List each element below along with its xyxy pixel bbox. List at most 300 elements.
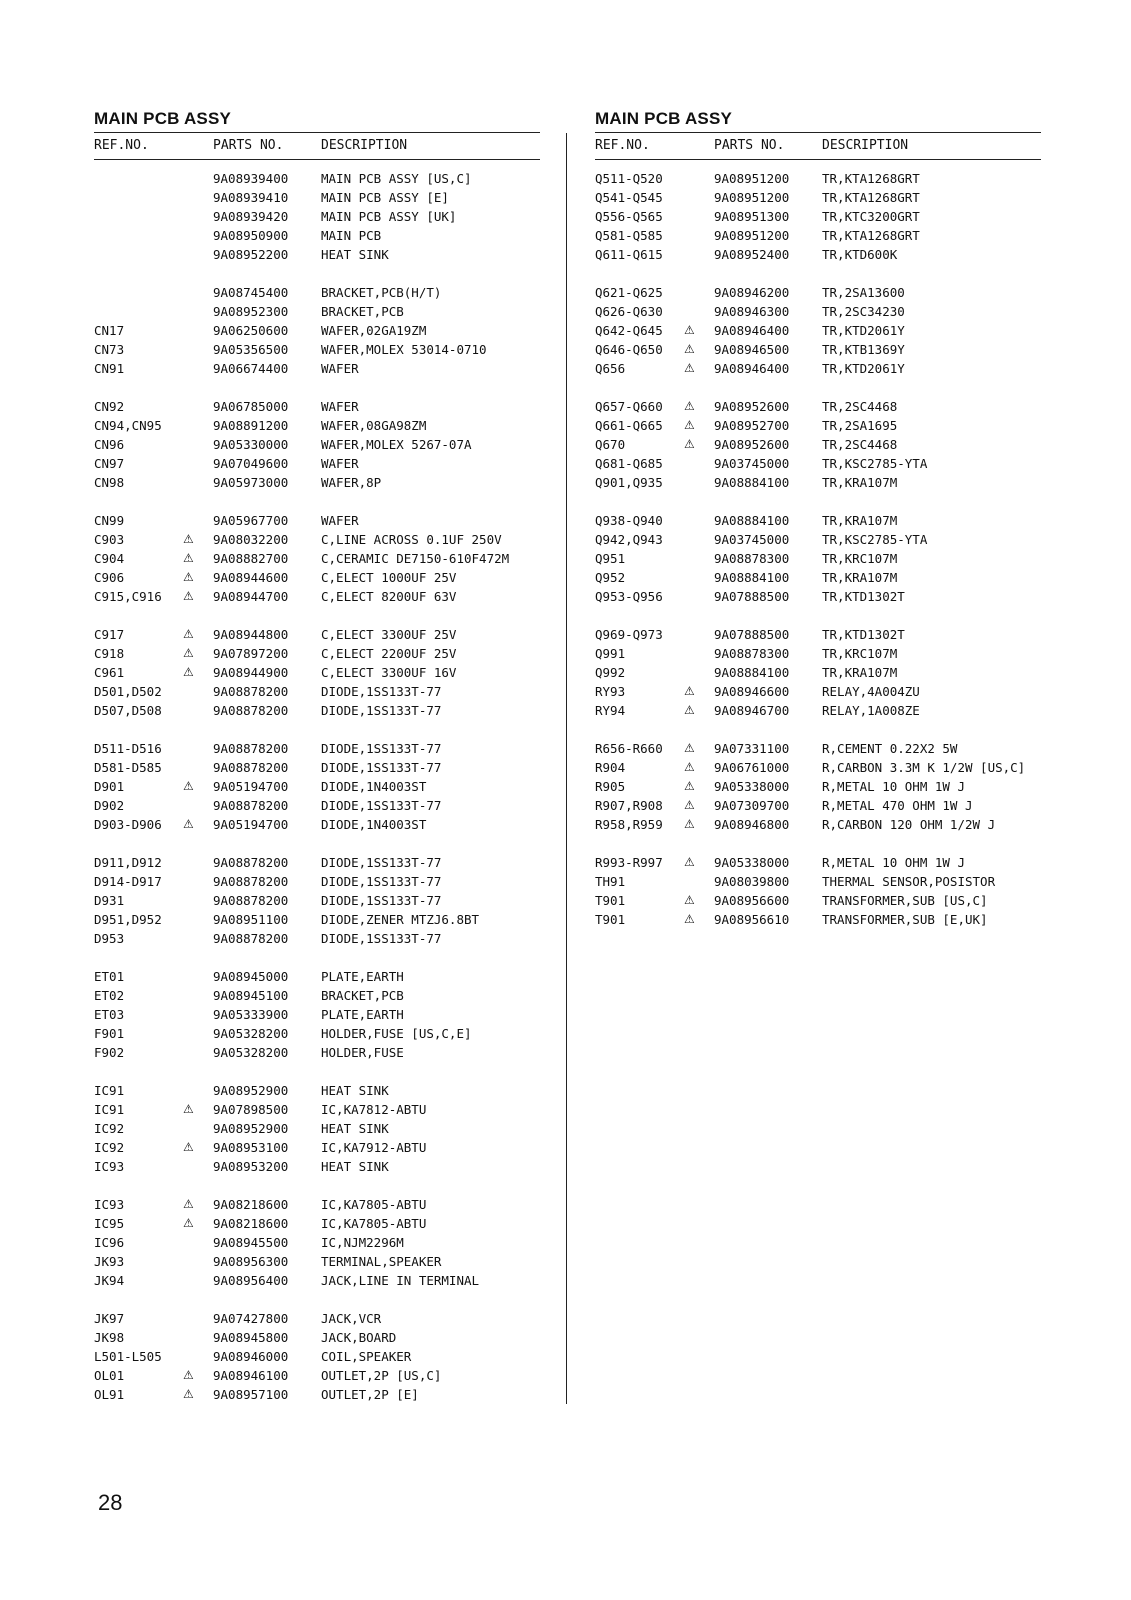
ref-no: Q642-Q645 — [595, 323, 663, 338]
description: TR,2SA13600 — [822, 285, 905, 300]
safety-warning-icon: ⚠ — [684, 741, 695, 755]
parts-no: 9A08945500 — [213, 1235, 289, 1250]
part-row — [94, 986, 540, 1005]
ref-no: RY93 — [595, 684, 626, 699]
group-spacer — [595, 264, 1041, 283]
part-row — [595, 644, 1041, 663]
safety-warning-icon: ⚠ — [684, 893, 695, 907]
parts-no: 9A08946600 — [714, 684, 790, 699]
part-row — [595, 853, 1041, 872]
description: HEAT SINK — [321, 247, 389, 262]
parts-no: 9A08878200 — [213, 760, 289, 775]
description: WAFER — [321, 399, 359, 414]
ref-no: JK93 — [94, 1254, 125, 1269]
part-row — [595, 530, 1041, 549]
part-row — [595, 340, 1041, 359]
safety-warning-icon: ⚠ — [684, 779, 695, 793]
description: DIODE,1N4003ST — [321, 779, 427, 794]
parts-no: 9A08952300 — [213, 304, 289, 319]
header-parts-no: PARTS NO. — [213, 138, 284, 153]
ref-no: IC93 — [94, 1197, 125, 1212]
description: TR,KSC2785-YTA — [822, 456, 928, 471]
description: TR,KRC107M — [822, 646, 898, 661]
description: WAFER — [321, 456, 359, 471]
part-row — [595, 207, 1041, 226]
part-row — [94, 739, 540, 758]
ref-no: IC92 — [94, 1140, 125, 1155]
description: C,LINE ACROSS 0.1UF 250V — [321, 532, 502, 547]
ref-no: C904 — [94, 551, 125, 566]
parts-no: 9A06785000 — [213, 399, 289, 414]
parts-no: 9A08946100 — [213, 1368, 289, 1383]
description: DIODE,1SS133T-77 — [321, 874, 442, 889]
ref-no: R905 — [595, 779, 626, 794]
parts-no: 9A03745000 — [714, 532, 790, 547]
parts-no: 9A08745400 — [213, 285, 289, 300]
parts-no: 9A05330000 — [213, 437, 289, 452]
header-ref-no: REF.NO. — [94, 138, 149, 153]
part-row — [94, 207, 540, 226]
parts-no: 9A05328200 — [213, 1045, 289, 1060]
part-row — [94, 587, 540, 606]
part-row — [94, 1385, 540, 1404]
description: MAIN PCB ASSY [US,C] — [321, 171, 472, 186]
ref-no: C903 — [94, 532, 125, 547]
part-row — [94, 815, 540, 834]
parts-no: 9A08946400 — [714, 361, 790, 376]
parts-no: 9A08882700 — [213, 551, 289, 566]
part-row — [595, 283, 1041, 302]
description: TR,2SA1695 — [822, 418, 898, 433]
description: BRACKET,PCB(H/T) — [321, 285, 442, 300]
ref-no: Q626-Q630 — [595, 304, 663, 319]
ref-no: Q541-Q545 — [595, 190, 663, 205]
ref-no: R958,R959 — [595, 817, 663, 832]
ref-no: Q969-Q973 — [595, 627, 663, 642]
parts-no: 9A08939420 — [213, 209, 289, 224]
parts-no: 9A06761000 — [714, 760, 790, 775]
parts-no: 9A05333900 — [213, 1007, 289, 1022]
parts-no: 9A05194700 — [213, 817, 289, 832]
part-row — [94, 663, 540, 682]
description: HEAT SINK — [321, 1159, 389, 1174]
description: IC,KA7812-ABTU — [321, 1102, 427, 1117]
parts-no: 9A08891200 — [213, 418, 289, 433]
parts-no: 9A08952600 — [714, 437, 790, 452]
description: PLATE,EARTH — [321, 969, 404, 984]
parts-no: 9A08878200 — [213, 893, 289, 908]
parts-no: 9A08957100 — [213, 1387, 289, 1402]
part-row — [595, 891, 1041, 910]
ref-no: JK97 — [94, 1311, 125, 1326]
group-spacer — [595, 834, 1041, 853]
parts-no: 9A08945800 — [213, 1330, 289, 1345]
part-row — [94, 1081, 540, 1100]
part-row — [595, 397, 1041, 416]
parts-no: 9A08884100 — [714, 570, 790, 585]
part-row — [94, 188, 540, 207]
part-row — [94, 1328, 540, 1347]
description: C,ELECT 2200UF 25V — [321, 646, 457, 661]
description: R,CARBON 3.3M K 1/2W [US,C] — [822, 760, 1026, 775]
safety-warning-icon: ⚠ — [684, 437, 695, 451]
description: TR,2SC34230 — [822, 304, 905, 319]
part-row — [595, 549, 1041, 568]
description: WAFER,08GA98ZM — [321, 418, 427, 433]
parts-no: 9A08952900 — [213, 1121, 289, 1136]
ref-no: Q556-Q565 — [595, 209, 663, 224]
ref-no: IC93 — [94, 1159, 125, 1174]
description: WAFER — [321, 513, 359, 528]
part-row — [595, 568, 1041, 587]
part-row — [595, 245, 1041, 264]
description: COIL,SPEAKER — [321, 1349, 412, 1364]
parts-no: 9A08884100 — [714, 513, 790, 528]
parts-no: 9A07898500 — [213, 1102, 289, 1117]
description: TR,KTA1268GRT — [822, 228, 920, 243]
parts-no: 9A08956400 — [213, 1273, 289, 1288]
ref-no: CN98 — [94, 475, 125, 490]
part-row — [94, 1214, 540, 1233]
description: TR,KRA107M — [822, 475, 898, 490]
parts-list-right — [595, 106, 1041, 929]
description: DIODE,ZENER MTZJ6.8BT — [321, 912, 480, 927]
safety-warning-icon: ⚠ — [183, 1216, 194, 1230]
parts-rows — [595, 169, 1041, 929]
description: TRANSFORMER,SUB [US,C] — [822, 893, 988, 908]
description: TR,KTD600K — [822, 247, 898, 262]
part-row — [94, 568, 540, 587]
ref-no: Q992 — [595, 665, 626, 680]
part-row — [94, 891, 540, 910]
parts-no: 9A08939400 — [213, 171, 289, 186]
ref-no: ET03 — [94, 1007, 125, 1022]
parts-rows — [94, 169, 540, 1404]
description: DIODE,1SS133T-77 — [321, 684, 442, 699]
description: WAFER,8P — [321, 475, 382, 490]
ref-no: ET02 — [94, 988, 125, 1003]
description: DIODE,1SS133T-77 — [321, 741, 442, 756]
description: DIODE,1SS133T-77 — [321, 760, 442, 775]
part-row — [94, 1233, 540, 1252]
ref-no: ET01 — [94, 969, 125, 984]
column-header-row — [595, 132, 1041, 160]
group-spacer — [94, 378, 540, 397]
part-row — [94, 758, 540, 777]
part-row — [595, 625, 1041, 644]
parts-no: 9A08946700 — [714, 703, 790, 718]
parts-no: 9A08944600 — [213, 570, 289, 585]
part-row — [94, 511, 540, 530]
ref-no: IC95 — [94, 1216, 125, 1231]
ref-no: CN99 — [94, 513, 125, 528]
ref-no: Q656 — [595, 361, 626, 376]
safety-warning-icon: ⚠ — [183, 1387, 194, 1401]
ref-no: Q581-Q585 — [595, 228, 663, 243]
description: C,ELECT 3300UF 16V — [321, 665, 457, 680]
part-row — [94, 910, 540, 929]
parts-no: 9A08039800 — [714, 874, 790, 889]
safety-warning-icon: ⚠ — [684, 361, 695, 375]
part-row — [94, 283, 540, 302]
ref-no: L501-L505 — [94, 1349, 162, 1364]
description: MAIN PCB ASSY [E] — [321, 190, 449, 205]
parts-no: 9A07888500 — [714, 627, 790, 642]
description: JACK,VCR — [321, 1311, 382, 1326]
ref-no: Q646-Q650 — [595, 342, 663, 357]
part-row — [94, 682, 540, 701]
header-description: DESCRIPTION — [321, 138, 408, 153]
parts-no: 9A08878200 — [213, 855, 289, 870]
ref-no: F902 — [94, 1045, 125, 1060]
safety-warning-icon: ⚠ — [684, 912, 695, 926]
safety-warning-icon: ⚠ — [684, 817, 695, 831]
ref-no: D914-D917 — [94, 874, 162, 889]
parts-no: 9A05328200 — [213, 1026, 289, 1041]
description: TERMINAL,SPEAKER — [321, 1254, 442, 1269]
part-row — [595, 511, 1041, 530]
column-divider — [566, 133, 567, 1404]
ref-no: D581-D585 — [94, 760, 162, 775]
description: C,ELECT 8200UF 63V — [321, 589, 457, 604]
description: TR,KRC107M — [822, 551, 898, 566]
parts-no: 9A07049600 — [213, 456, 289, 471]
description: BRACKET,PCB — [321, 988, 404, 1003]
description: WAFER,02GA19ZM — [321, 323, 427, 338]
part-row — [595, 188, 1041, 207]
ref-no: Q611-Q615 — [595, 247, 663, 262]
part-row — [94, 625, 540, 644]
parts-no: 9A08946200 — [714, 285, 790, 300]
safety-warning-icon: ⚠ — [183, 1140, 194, 1154]
ref-no: C917 — [94, 627, 125, 642]
part-row — [595, 454, 1041, 473]
ref-no: CN92 — [94, 399, 125, 414]
description: TR,KTD1302T — [822, 627, 905, 642]
description: JACK,LINE IN TERMINAL — [321, 1273, 480, 1288]
parts-no: 9A05194700 — [213, 779, 289, 794]
part-row — [94, 1005, 540, 1024]
part-row — [595, 796, 1041, 815]
part-row — [94, 1043, 540, 1062]
description: PLATE,EARTH — [321, 1007, 404, 1022]
description: HEAT SINK — [321, 1083, 389, 1098]
description: DIODE,1SS133T-77 — [321, 931, 442, 946]
ref-no: TH91 — [595, 874, 626, 889]
parts-no: 9A08878200 — [213, 798, 289, 813]
parts-no: 9A08952400 — [714, 247, 790, 262]
ref-no: D507,D508 — [94, 703, 162, 718]
ref-no: D903-D906 — [94, 817, 162, 832]
description: IC,NJM2296M — [321, 1235, 404, 1250]
description: TR,KTD1302T — [822, 589, 905, 604]
part-row — [94, 1366, 540, 1385]
description: DIODE,1SS133T-77 — [321, 893, 442, 908]
safety-warning-icon: ⚠ — [183, 551, 194, 565]
part-row — [595, 872, 1041, 891]
parts-no: 9A08951200 — [714, 228, 790, 243]
ref-no: CN94,CN95 — [94, 418, 162, 433]
part-row — [94, 397, 540, 416]
ref-no: C961 — [94, 665, 125, 680]
parts-no: 9A08878300 — [714, 646, 790, 661]
ref-no: IC92 — [94, 1121, 125, 1136]
group-spacer — [94, 606, 540, 625]
part-row — [94, 226, 540, 245]
ref-no: C918 — [94, 646, 125, 661]
part-row — [595, 321, 1041, 340]
part-row — [595, 739, 1041, 758]
group-spacer — [94, 1176, 540, 1195]
description: HOLDER,FUSE [US,C,E] — [321, 1026, 472, 1041]
part-row — [94, 321, 540, 340]
header-parts-no: PARTS NO. — [714, 138, 785, 153]
description: C,ELECT 1000UF 25V — [321, 570, 457, 585]
description: THERMAL SENSOR,POSISTOR — [822, 874, 996, 889]
description: OUTLET,2P [US,C] — [321, 1368, 442, 1383]
part-row — [94, 1138, 540, 1157]
ref-no: Q938-Q940 — [595, 513, 663, 528]
parts-no: 9A08884100 — [714, 475, 790, 490]
ref-no: Q657-Q660 — [595, 399, 663, 414]
safety-warning-icon: ⚠ — [183, 665, 194, 679]
ref-no: D501,D502 — [94, 684, 162, 699]
description: MAIN PCB ASSY [UK] — [321, 209, 457, 224]
parts-no: 9A08946500 — [714, 342, 790, 357]
ref-no: Q901,Q935 — [595, 475, 663, 490]
parts-no: 9A08946300 — [714, 304, 790, 319]
parts-no: 9A08946800 — [714, 817, 790, 832]
description: TR,KTD2061Y — [822, 361, 905, 376]
part-row — [94, 777, 540, 796]
part-row — [94, 1271, 540, 1290]
description: RELAY,4A004ZU — [822, 684, 920, 699]
parts-no: 9A08884100 — [714, 665, 790, 680]
ref-no: T901 — [595, 912, 626, 927]
ref-no: RY94 — [595, 703, 626, 718]
ref-no: F901 — [94, 1026, 125, 1041]
safety-warning-icon: ⚠ — [684, 798, 695, 812]
parts-no: 9A08945100 — [213, 988, 289, 1003]
description: TR,KRA107M — [822, 513, 898, 528]
part-row — [595, 910, 1041, 929]
group-spacer — [595, 492, 1041, 511]
ref-no: Q953-Q956 — [595, 589, 663, 604]
part-row — [595, 682, 1041, 701]
parts-no: 9A08951100 — [213, 912, 289, 927]
part-row — [94, 1024, 540, 1043]
column-header-row — [94, 132, 540, 160]
safety-warning-icon: ⚠ — [684, 323, 695, 337]
description: R,METAL 10 OHM 1W J — [822, 779, 965, 794]
part-row — [94, 644, 540, 663]
part-row — [94, 853, 540, 872]
part-row — [595, 435, 1041, 454]
parts-no: 9A08878200 — [213, 741, 289, 756]
ref-no: D951,D952 — [94, 912, 162, 927]
safety-warning-icon: ⚠ — [684, 399, 695, 413]
parts-no: 9A08952200 — [213, 247, 289, 262]
ref-no: CN91 — [94, 361, 125, 376]
part-row — [595, 359, 1041, 378]
description: TR,KSC2785-YTA — [822, 532, 928, 547]
section-title: MAIN PCB ASSY — [94, 109, 232, 128]
section-title: MAIN PCB ASSY — [595, 109, 733, 128]
ref-no: OL91 — [94, 1387, 125, 1402]
ref-no: Q621-Q625 — [595, 285, 663, 300]
part-row — [595, 226, 1041, 245]
description: TR,KTC3200GRT — [822, 209, 920, 224]
parts-no: 9A08956600 — [714, 893, 790, 908]
description: HEAT SINK — [321, 1121, 389, 1136]
part-row — [94, 454, 540, 473]
ref-no: C915,C916 — [94, 589, 162, 604]
description: DIODE,1SS133T-77 — [321, 798, 442, 813]
safety-warning-icon: ⚠ — [684, 855, 695, 869]
description: R,CARBON 120 OHM 1/2W J — [822, 817, 996, 832]
parts-no: 9A08953100 — [213, 1140, 289, 1155]
ref-no: Q951 — [595, 551, 626, 566]
part-row — [595, 302, 1041, 321]
description: IC,KA7805-ABTU — [321, 1216, 427, 1231]
ref-no: IC96 — [94, 1235, 125, 1250]
header-ref-no: REF.NO. — [595, 138, 650, 153]
ref-no: Q681-Q685 — [595, 456, 663, 471]
description: C,CERAMIC DE7150-610F472M — [321, 551, 510, 566]
description: TR,2SC4468 — [822, 399, 898, 414]
parts-no: 9A07309700 — [714, 798, 790, 813]
ref-no: R907,R908 — [595, 798, 663, 813]
parts-no: 9A05338000 — [714, 779, 790, 794]
page-number: 28 — [98, 1490, 123, 1515]
description: TRANSFORMER,SUB [E,UK] — [822, 912, 988, 927]
safety-warning-icon: ⚠ — [684, 342, 695, 356]
safety-warning-icon: ⚠ — [183, 779, 194, 793]
ref-no: CN73 — [94, 342, 125, 357]
part-row — [94, 1252, 540, 1271]
safety-warning-icon: ⚠ — [684, 418, 695, 432]
group-spacer — [595, 720, 1041, 739]
safety-warning-icon: ⚠ — [684, 760, 695, 774]
description: TR,KTA1268GRT — [822, 190, 920, 205]
part-row — [94, 967, 540, 986]
group-spacer — [595, 378, 1041, 397]
part-row — [94, 549, 540, 568]
part-row — [94, 796, 540, 815]
group-spacer — [94, 720, 540, 739]
ref-no: OL01 — [94, 1368, 125, 1383]
description: BRACKET,PCB — [321, 304, 404, 319]
part-row — [595, 169, 1041, 188]
description: HOLDER,FUSE — [321, 1045, 404, 1060]
part-row — [94, 359, 540, 378]
description: WAFER,MOLEX 53014-0710 — [321, 342, 487, 357]
parts-no: 9A08032200 — [213, 532, 289, 547]
safety-warning-icon: ⚠ — [684, 684, 695, 698]
part-row — [595, 473, 1041, 492]
part-row — [94, 1347, 540, 1366]
description: JACK,BOARD — [321, 1330, 397, 1345]
safety-warning-icon: ⚠ — [183, 627, 194, 641]
header-description: DESCRIPTION — [822, 138, 909, 153]
part-row — [94, 1309, 540, 1328]
part-row — [94, 340, 540, 359]
description: RELAY,1A008ZE — [822, 703, 920, 718]
description: R,METAL 10 OHM 1W J — [822, 855, 965, 870]
part-row — [94, 245, 540, 264]
description: OUTLET,2P [E] — [321, 1387, 419, 1402]
parts-no: 9A05356500 — [213, 342, 289, 357]
